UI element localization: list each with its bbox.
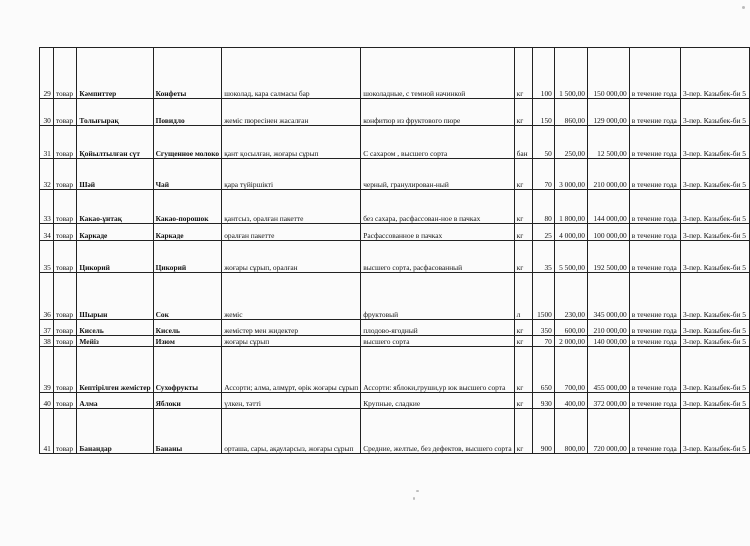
price-cell: 400,00 bbox=[554, 393, 587, 409]
description-kaz: Ассорти; алма, алмұрт, өрік жоғары сұрып bbox=[222, 347, 361, 393]
description-rus: плодово-ягодный bbox=[361, 320, 514, 336]
description-rus: без сахара, расфассован-ное в пачках bbox=[361, 190, 514, 224]
row-number: 33 bbox=[40, 190, 54, 224]
price-cell: 700,00 bbox=[554, 347, 587, 393]
name-kaz: Мейіз bbox=[77, 336, 153, 347]
row-number: 29 bbox=[40, 48, 54, 99]
term-cell: в течение года bbox=[629, 241, 680, 273]
term-cell: в течение года bbox=[629, 347, 680, 393]
price-cell: 1 800,00 bbox=[554, 190, 587, 224]
table-row bbox=[40, 393, 750, 409]
table-row bbox=[40, 336, 750, 347]
description-kaz: жеміс пюресінен жасалған bbox=[222, 99, 361, 126]
goods-table bbox=[39, 47, 750, 454]
quantity-cell: 650 bbox=[533, 347, 555, 393]
description-rus: высшего сорта bbox=[361, 336, 514, 347]
unit-cell: бан bbox=[514, 126, 532, 159]
table-row bbox=[40, 48, 750, 99]
delivery-place-cell: 3-пер. Казыбек-би 5 bbox=[680, 99, 749, 126]
row-number: 37 bbox=[40, 320, 54, 336]
row-type: товар bbox=[53, 48, 77, 99]
row-number: 32 bbox=[40, 159, 54, 190]
delivery-place-cell: 3-пер. Казыбек-би 5 bbox=[680, 347, 749, 393]
price-cell: 5 500,00 bbox=[554, 241, 587, 273]
price-cell: 1 500,00 bbox=[554, 48, 587, 99]
term-cell: в течение года bbox=[629, 336, 680, 347]
term-cell: в течение года bbox=[629, 99, 680, 126]
table-row bbox=[40, 273, 750, 320]
description-kaz: жоғары сұрып bbox=[222, 336, 361, 347]
name-rus: Кисель bbox=[153, 320, 222, 336]
description-rus: Ассорти: яблоки,груши,ур юк высшего сорта bbox=[361, 347, 514, 393]
table-body bbox=[40, 48, 750, 454]
term-cell: в течение года bbox=[629, 273, 680, 320]
description-kaz: қант қосылған, жоғары сұрып bbox=[222, 126, 361, 159]
unit-cell: кг bbox=[514, 48, 532, 99]
description-kaz: жемістер мен жидектер bbox=[222, 320, 361, 336]
description-rus: шоколадные, с темной начинкой bbox=[361, 48, 514, 99]
delivery-place-cell: 3-пер. Казыбек-би 5 bbox=[680, 224, 749, 241]
name-rus: Бананы bbox=[153, 409, 222, 454]
row-type: товар bbox=[53, 99, 77, 126]
quantity-cell: 900 bbox=[533, 409, 555, 454]
name-kaz: Толығырақ bbox=[77, 99, 153, 126]
unit-cell: кг bbox=[514, 159, 532, 190]
name-kaz: Алма bbox=[77, 393, 153, 409]
unit-cell: кг bbox=[514, 409, 532, 454]
name-rus: Изюм bbox=[153, 336, 222, 347]
delivery-place-cell: 3-пер. Казыбек-би 5 bbox=[680, 126, 749, 159]
scan-speck bbox=[742, 6, 745, 9]
unit-cell: кг bbox=[514, 336, 532, 347]
delivery-place-cell: 3-пер. Казыбек-би 5 bbox=[680, 320, 749, 336]
sum-cell: 150 000,00 bbox=[588, 48, 630, 99]
table-row bbox=[40, 190, 750, 224]
quantity-cell: 350 bbox=[533, 320, 555, 336]
sum-cell: 720 000,00 bbox=[588, 409, 630, 454]
description-kaz: жеміс bbox=[222, 273, 361, 320]
description-rus: высшего сорта, расфасованный bbox=[361, 241, 514, 273]
name-kaz: Шырын bbox=[77, 273, 153, 320]
name-rus: Сок bbox=[153, 273, 222, 320]
sum-cell: 100 000,00 bbox=[588, 224, 630, 241]
unit-cell: кг bbox=[514, 393, 532, 409]
name-rus: Цикорий bbox=[153, 241, 222, 273]
row-type: товар bbox=[53, 393, 77, 409]
sum-cell: 210 000,00 bbox=[588, 320, 630, 336]
quantity-cell: 1500 bbox=[533, 273, 555, 320]
row-type: товар bbox=[53, 159, 77, 190]
price-cell: 3 000,00 bbox=[554, 159, 587, 190]
quantity-cell: 80 bbox=[533, 190, 555, 224]
term-cell: в течение года bbox=[629, 126, 680, 159]
table-row bbox=[40, 241, 750, 273]
description-kaz: қара түйіршікті bbox=[222, 159, 361, 190]
sum-cell: 140 000,00 bbox=[588, 336, 630, 347]
delivery-place-cell: 3-пер. Казыбек-би 5 bbox=[680, 241, 749, 273]
row-number: 38 bbox=[40, 336, 54, 347]
row-type: товар bbox=[53, 273, 77, 320]
term-cell: в течение года bbox=[629, 190, 680, 224]
name-kaz: Шәй bbox=[77, 159, 153, 190]
sum-cell: 372 000,00 bbox=[588, 393, 630, 409]
scan-speck bbox=[413, 497, 415, 500]
quantity-cell: 100 bbox=[533, 48, 555, 99]
quantity-cell: 70 bbox=[533, 159, 555, 190]
row-type: товар bbox=[53, 241, 77, 273]
delivery-place-cell: 3-пер. Казыбек-би 5 bbox=[680, 273, 749, 320]
sum-cell: 192 500,00 bbox=[588, 241, 630, 273]
sum-cell: 129 000,00 bbox=[588, 99, 630, 126]
quantity-cell: 70 bbox=[533, 336, 555, 347]
row-number: 39 bbox=[40, 347, 54, 393]
delivery-place-cell: 3-пер. Казыбек-би 5 bbox=[680, 48, 749, 99]
quantity-cell: 25 bbox=[533, 224, 555, 241]
price-cell: 800,00 bbox=[554, 409, 587, 454]
table-row bbox=[40, 126, 750, 159]
table-row bbox=[40, 99, 750, 126]
term-cell: в течение года bbox=[629, 159, 680, 190]
name-rus: Какао-порошок bbox=[153, 190, 222, 224]
unit-cell: кг bbox=[514, 190, 532, 224]
price-cell: 600,00 bbox=[554, 320, 587, 336]
name-kaz: Кисель bbox=[77, 320, 153, 336]
delivery-place-cell: 3-пер. Казыбек-би 5 bbox=[680, 393, 749, 409]
name-rus: Чай bbox=[153, 159, 222, 190]
price-cell: 250,00 bbox=[554, 126, 587, 159]
row-number: 41 bbox=[40, 409, 54, 454]
sum-cell: 144 000,00 bbox=[588, 190, 630, 224]
name-kaz: Цикорий bbox=[77, 241, 153, 273]
description-kaz: оралған пакетте bbox=[222, 224, 361, 241]
quantity-cell: 50 bbox=[533, 126, 555, 159]
quantity-cell: 930 bbox=[533, 393, 555, 409]
term-cell: в течение года bbox=[629, 320, 680, 336]
name-rus: Каркаде bbox=[153, 224, 222, 241]
name-rus: Яблоки bbox=[153, 393, 222, 409]
sum-cell: 12 500,00 bbox=[588, 126, 630, 159]
name-rus: Сгущенное молоко bbox=[153, 126, 222, 159]
name-kaz: Какао-ұнтақ bbox=[77, 190, 153, 224]
sum-cell: 345 000,00 bbox=[588, 273, 630, 320]
delivery-place-cell: 3-пер. Казыбек-би 5 bbox=[680, 159, 749, 190]
name-kaz: Кептірілген жемістер bbox=[77, 347, 153, 393]
row-number: 40 bbox=[40, 393, 54, 409]
name-kaz: Кәмпиттер bbox=[77, 48, 153, 99]
term-cell: в течение года bbox=[629, 393, 680, 409]
unit-cell: кг bbox=[514, 99, 532, 126]
description-kaz: орташа, сары, ақауларсыз, жоғары сұрып bbox=[222, 409, 361, 454]
row-number: 35 bbox=[40, 241, 54, 273]
delivery-place-cell: 3-пер. Казыбек-би 5 bbox=[680, 336, 749, 347]
term-cell: в течение года bbox=[629, 48, 680, 99]
scan-speck bbox=[416, 490, 419, 492]
description-kaz: жоғары сұрып, оралған bbox=[222, 241, 361, 273]
row-type: товар bbox=[53, 336, 77, 347]
unit-cell: кг bbox=[514, 320, 532, 336]
quantity-cell: 150 bbox=[533, 99, 555, 126]
price-cell: 860,00 bbox=[554, 99, 587, 126]
unit-cell: кг bbox=[514, 241, 532, 273]
name-rus: Повидло bbox=[153, 99, 222, 126]
price-cell: 230,00 bbox=[554, 273, 587, 320]
name-rus: Сухофрукты bbox=[153, 347, 222, 393]
price-cell: 4 000,00 bbox=[554, 224, 587, 241]
description-rus: конфитюр из фруктового пюре bbox=[361, 99, 514, 126]
description-kaz: шоколад, кара салмасы бар bbox=[222, 48, 361, 99]
delivery-place-cell: 3-пер. Казыбек-би 5 bbox=[680, 190, 749, 224]
delivery-place-cell: 3-пер. Казыбек-би 5 bbox=[680, 409, 749, 454]
row-type: товар bbox=[53, 320, 77, 336]
name-kaz: Каркаде bbox=[77, 224, 153, 241]
row-number: 30 bbox=[40, 99, 54, 126]
unit-cell: кг bbox=[514, 347, 532, 393]
unit-cell: л bbox=[514, 273, 532, 320]
sum-cell: 455 000,00 bbox=[588, 347, 630, 393]
row-type: товар bbox=[53, 224, 77, 241]
description-rus: С сахаром , высшего сорта bbox=[361, 126, 514, 159]
description-rus: Крупные, сладкие bbox=[361, 393, 514, 409]
table-row bbox=[40, 159, 750, 190]
description-rus: фруктовый bbox=[361, 273, 514, 320]
name-kaz: Қойылтылған сүт bbox=[77, 126, 153, 159]
row-number: 34 bbox=[40, 224, 54, 241]
name-kaz: Банандар bbox=[77, 409, 153, 454]
description-kaz: үлкен, тәтті bbox=[222, 393, 361, 409]
term-cell: в течение года bbox=[629, 409, 680, 454]
table-row bbox=[40, 347, 750, 393]
unit-cell: кг bbox=[514, 224, 532, 241]
name-rus: Конфеты bbox=[153, 48, 222, 99]
description-rus: Средние, желтые, без дефектов, высшего сорта bbox=[361, 409, 514, 454]
table-row bbox=[40, 224, 750, 241]
row-number: 36 bbox=[40, 273, 54, 320]
row-type: товар bbox=[53, 409, 77, 454]
description-rus: Расфассованное в пачках bbox=[361, 224, 514, 241]
term-cell: в течение года bbox=[629, 224, 680, 241]
row-number: 31 bbox=[40, 126, 54, 159]
row-type: товар bbox=[53, 190, 77, 224]
description-rus: черный, гранулирован-ный bbox=[361, 159, 514, 190]
description-kaz: қантсыз, оралған пакетте bbox=[222, 190, 361, 224]
row-type: товар bbox=[53, 126, 77, 159]
sum-cell: 210 000,00 bbox=[588, 159, 630, 190]
price-cell: 2 000,00 bbox=[554, 336, 587, 347]
quantity-cell: 35 bbox=[533, 241, 555, 273]
row-type: товар bbox=[53, 347, 77, 393]
table-row bbox=[40, 409, 750, 454]
table-row bbox=[40, 320, 750, 336]
